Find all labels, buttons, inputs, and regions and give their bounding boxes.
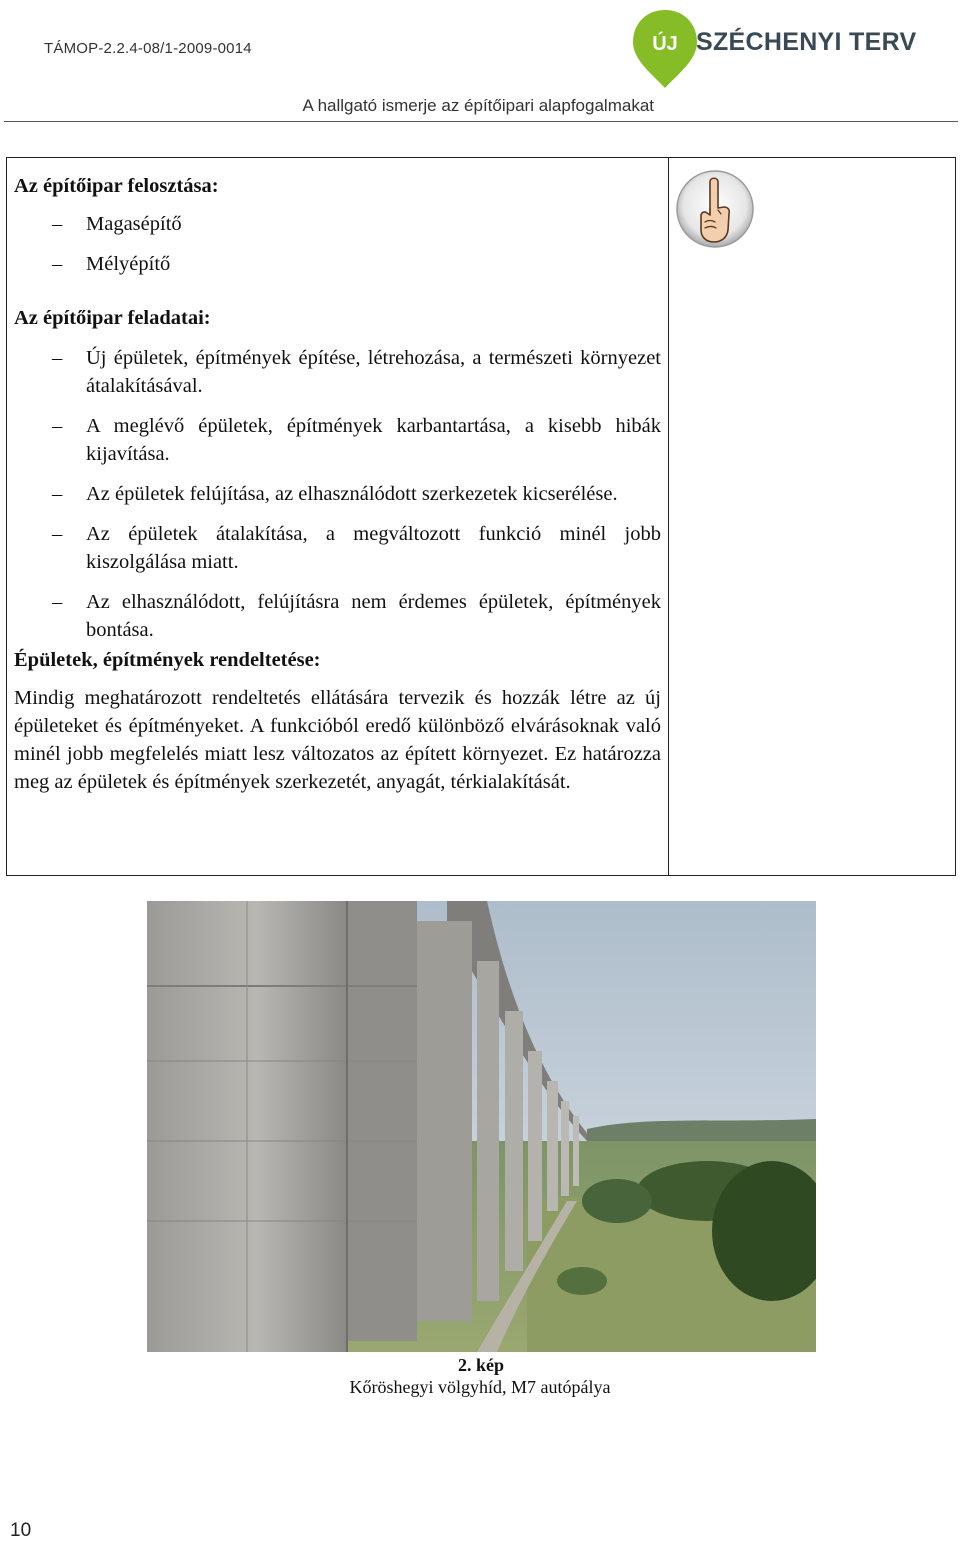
list-item: – Magasépítő	[14, 210, 661, 238]
project-code: TÁMOP-2.2.4-08/1-2009-0014	[44, 40, 252, 57]
division-list	[14, 210, 661, 278]
tasks-list	[14, 344, 661, 644]
logo-badge-text: ÚJ	[652, 33, 678, 55]
list-item: – Az elhasználódott, felújításra nem érdemes épületek, építmények bontása.	[14, 588, 661, 644]
list-item: – A meglévő épületek, építmények karbantartása, a kisebb hibák kijavítása.	[14, 412, 661, 468]
header-divider	[4, 121, 958, 122]
list-item: – Mélyépítő	[14, 250, 661, 278]
page-number: 10	[10, 1520, 32, 1541]
location-pin-logo-icon	[630, 8, 700, 90]
content-column	[14, 172, 661, 796]
list-item: – Az épületek átalakítása, a megváltozott funkció minél jobb kiszolgálása miatt.	[14, 520, 661, 576]
list-item: – Az épületek felújítása, az elhasználódott szerkezetek kicserélése.	[14, 480, 661, 508]
column-divider	[668, 157, 669, 876]
figure-caption: Kőröshegyi völgyhíd, M7 autópálya	[349, 1377, 611, 1397]
purpose-paragraph: Mindig meghatározott rendeltetés ellátására tervezik és hozzák létre az új épületeket és építményeket. A funkcióból eredő különböző elvárásoknak való minél jobb megfelelés miatt lesz változatos az épített környezet. Ez határozza meg az épületek és építmények szerkezetét, anyagát, térkialakítását.	[14, 687, 661, 793]
section-heading-purpose: Épületek, építmények rendeltetése:	[14, 649, 321, 671]
section-heading-tasks: Az építőipar feladatai:	[14, 307, 211, 329]
figure-number: 2. kép	[457, 1355, 504, 1375]
page-subtitle: A hallgató ismerje az építőipari alapfogalmakat	[302, 96, 654, 115]
viaduct-photo	[147, 901, 816, 1352]
logo-text: SZÉCHENYI TERV	[696, 28, 917, 56]
pointing-hand-icon	[675, 168, 755, 250]
section-heading-division: Az építőipar felosztása:	[14, 175, 219, 197]
szechenyi-terv-logo	[630, 8, 920, 90]
list-item: – Új épületek, építmények építése, létrehozása, a természeti környezet átalakításával.	[14, 344, 661, 400]
